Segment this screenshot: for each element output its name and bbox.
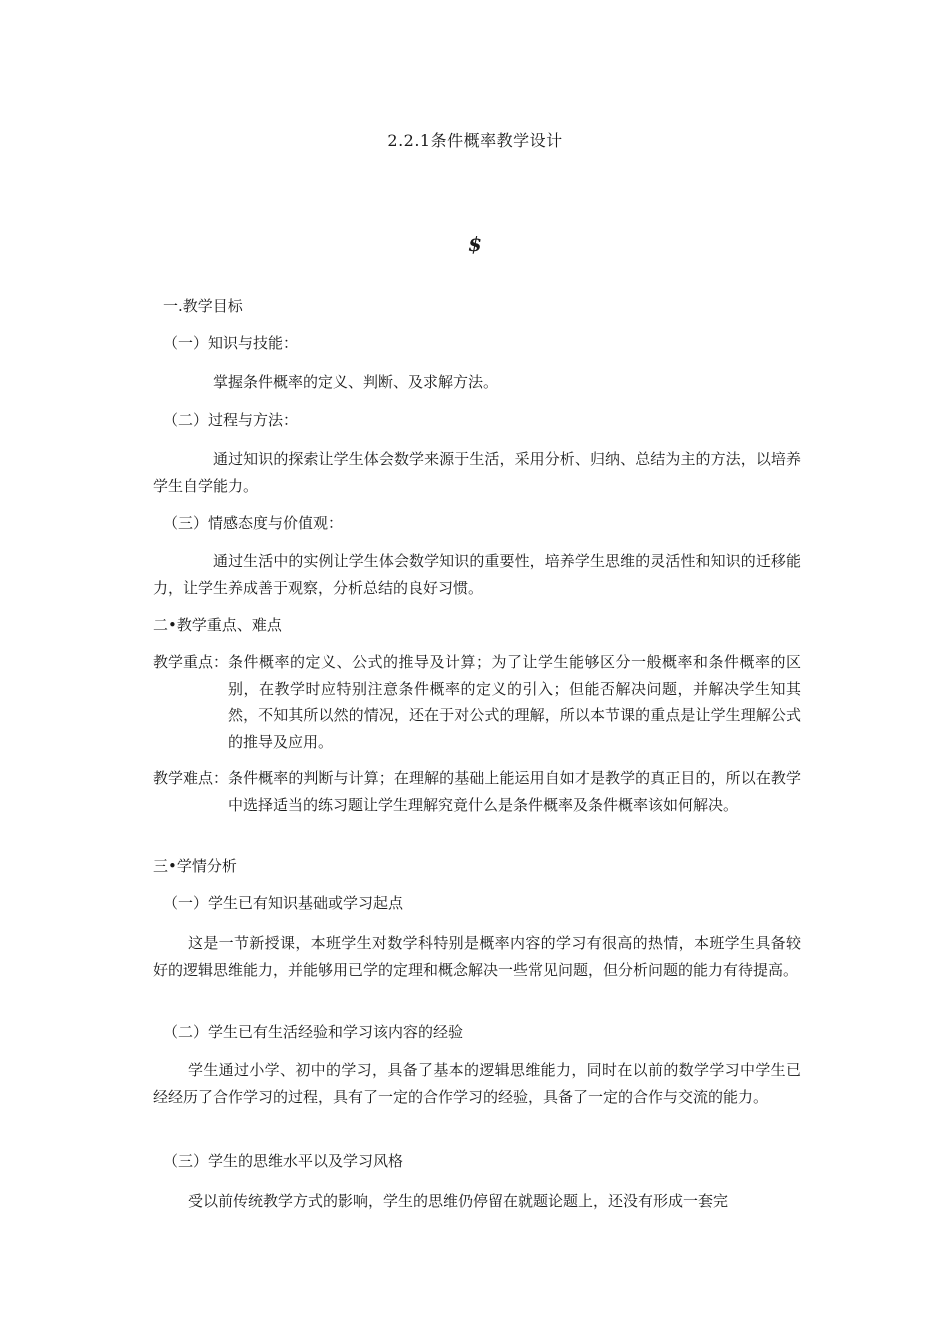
difficulty-block <box>153 765 801 849</box>
section-3-sub-a-heading: （一）学生已有知识基础或学习起点 <box>163 894 404 912</box>
key-point-block <box>153 649 801 759</box>
dollar-symbol: $ <box>468 232 482 256</box>
section-1-sub-a-heading: （一）知识与技能： <box>163 334 299 352</box>
section-3-sub-a-text: 这是一节新授课，本班学生对数学科特别是概率内容的学习有很高的热情，本班学生具备较好的逻辑思维能力，并能够用已学的定理和概念解决一些常见问题，但分析问题的能力有待提高。 <box>153 934 801 979</box>
section-1-sub-b-heading: （二）过程与方法： <box>163 411 299 429</box>
key-point-label: 教学重点： <box>153 653 229 671</box>
section-1-sub-c-heading: （三）情感态度与价值观： <box>163 514 344 532</box>
key-point-text: 条件概率的定义、公式的推导及计算；为了让学生能够区分一般概率和条件概率的区别，在教学时应特别注意条件概率的定义的引入；但能否解决问题，并解决学生知其然，不知其所以然的情况，还在于对公式的理解，所以本节课的重点是让学生理解公式的推导及应用。 <box>228 653 801 751</box>
section-3-sub-b-heading: （二）学生已有生活经验和学习该内容的经验 <box>163 1023 464 1041</box>
section-3-heading: 三•学情分析 <box>153 857 237 875</box>
section-3-sub-c-text: 受以前传统教学方式的影响，学生的思维仍停留在就题论题上，还没有形成一套完 <box>188 1192 729 1210</box>
section-2-heading: 二•教学重点、难点 <box>153 616 282 634</box>
difficulty-label: 教学难点： <box>153 769 229 787</box>
difficulty-text: 条件概率的判断与计算；在理解的基础上能运用自如才是教学的真正目的，所以在教学中选择适当的练习题让学生理解究竟什么是条件概率及条件概率该如何解决。 <box>228 769 801 814</box>
section-1-heading: 一.教学目标 <box>163 297 243 315</box>
document-title: 2.2.1条件概率教学设计 <box>387 131 563 150</box>
section-3-sub-c-heading: （三）学生的思维水平以及学习风格 <box>163 1152 404 1170</box>
section-1-sub-a-text: 掌握条件概率的定义、判断、及求解方法。 <box>213 373 499 391</box>
section-1-sub-c-text: 通过生活中的实例让学生体会数学知识的重要性，培养学生思维的灵活性和知识的迁移能力，让学生养成善于观察，分析总结的良好习惯。 <box>153 552 801 597</box>
section-1-sub-b-text: 通过知识的探索让学生体会数学来源于生活，采用分析、归纳、总结为主的方法，以培养学生自学能力。 <box>153 450 801 495</box>
section-3-sub-b-text: 学生通过小学、初中的学习，具备了基本的逻辑思维能力，同时在以前的数学学习中学生已经经历了合作学习的过程，具有了一定的合作学习的经验，具备了一定的合作与交流的能力。 <box>153 1061 801 1106</box>
